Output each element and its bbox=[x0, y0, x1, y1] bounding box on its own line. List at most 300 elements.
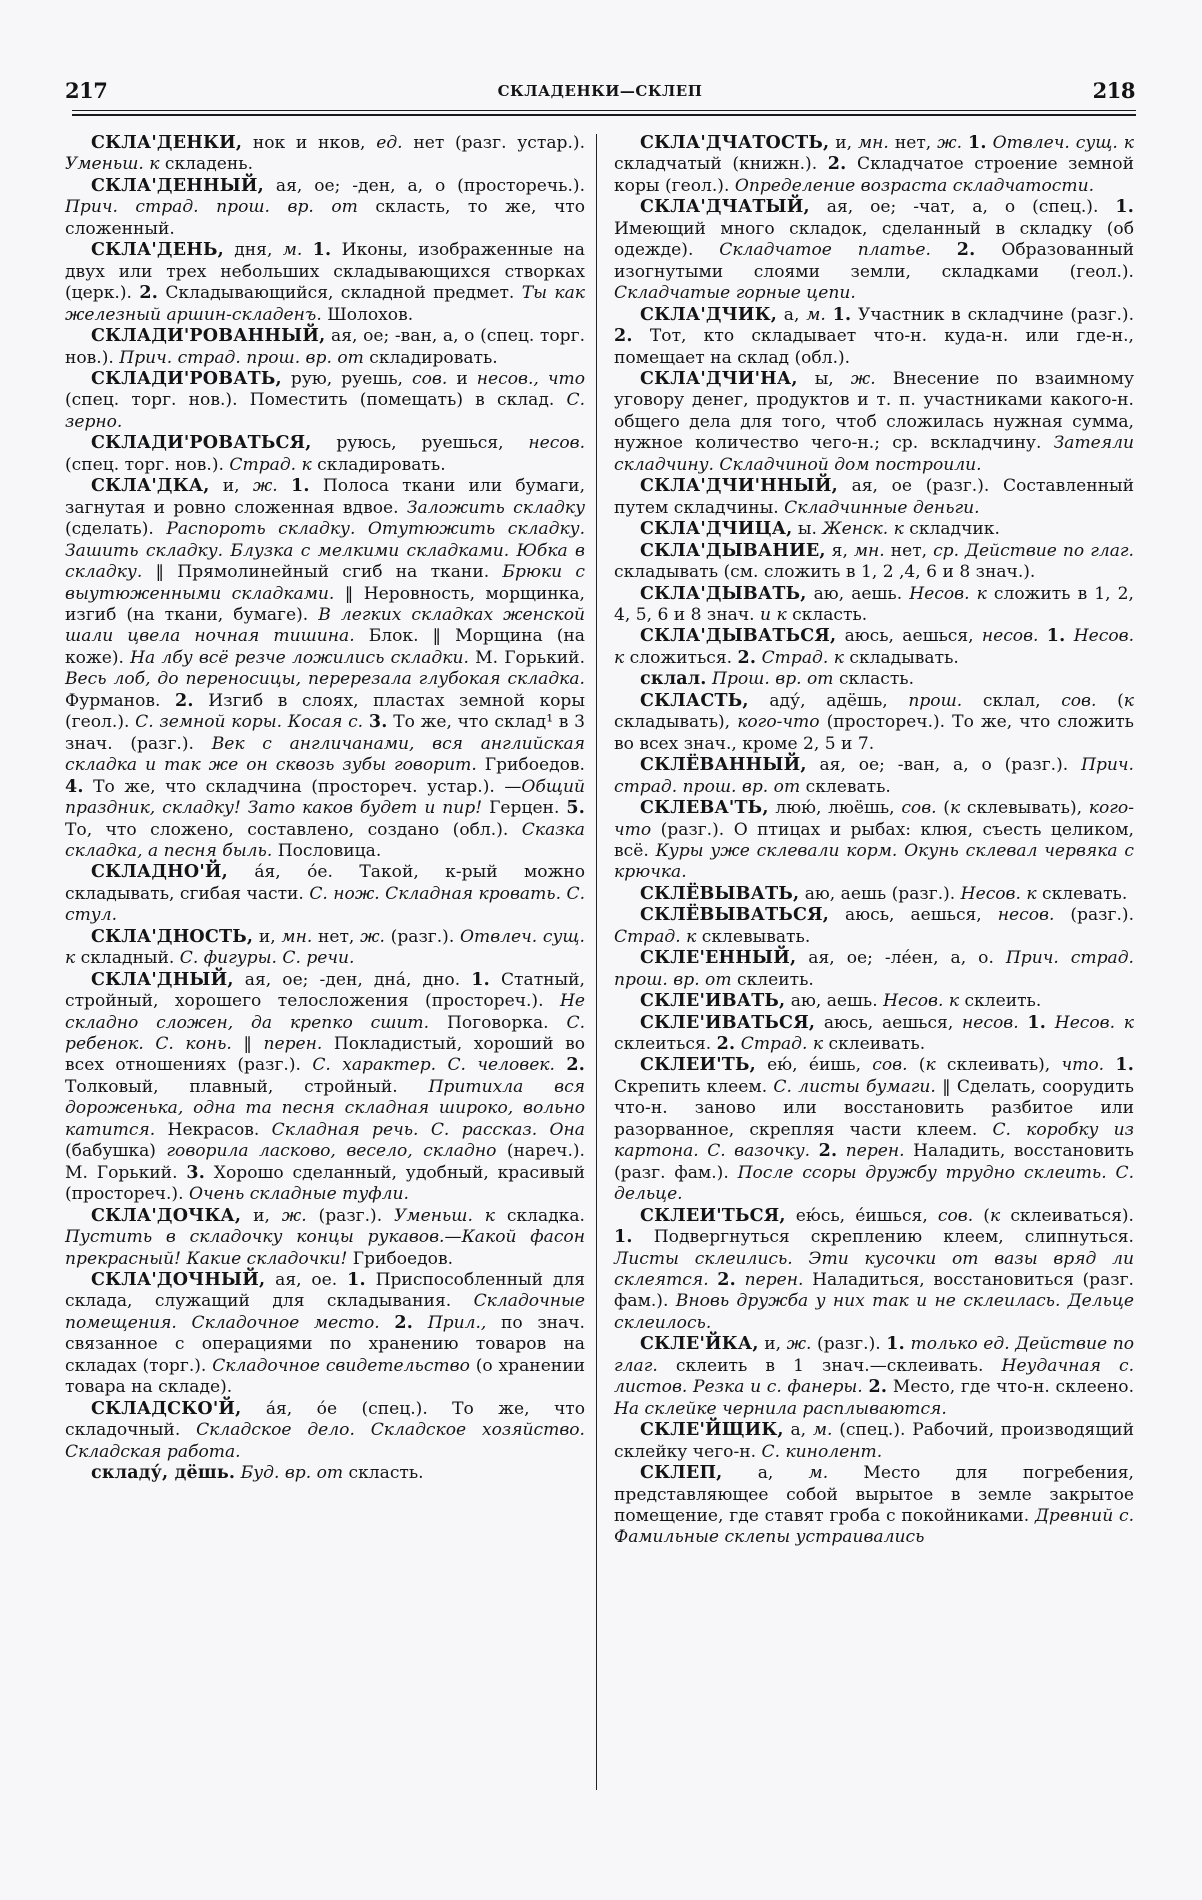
headword: СКЛАДСКО'Й, bbox=[91, 1398, 242, 1419]
italic-gloss: Древний с. Фамильные склепы устраивались bbox=[614, 1506, 1135, 1548]
headword: СКЛЁВАННЫЙ, bbox=[640, 755, 807, 776]
italic-gloss: м. bbox=[808, 1463, 829, 1484]
sense-number: 1. bbox=[312, 240, 332, 261]
italic-gloss: Притихла вся дороженька, одна та песня складная широко, вольно катится. bbox=[65, 1076, 585, 1140]
definition-text: складчик. bbox=[903, 519, 1000, 540]
definition-text: ею́сь, éишься, bbox=[785, 1205, 938, 1226]
italic-gloss: Ты как железный аршин-складенъ. bbox=[65, 283, 586, 325]
italic-gloss: сов. bbox=[901, 798, 937, 819]
definition-text: Герцен. bbox=[482, 798, 567, 819]
definition-text: склеить. bbox=[731, 969, 814, 990]
definition-text: аю, аешь. bbox=[785, 991, 884, 1012]
dictionary-entry bbox=[614, 669, 1134, 690]
definition-text: и, bbox=[253, 926, 282, 947]
definition-text: складировать. bbox=[311, 454, 446, 475]
dictionary-entry bbox=[614, 755, 1134, 798]
dictionary-entry bbox=[614, 1334, 1134, 1420]
definition-text: складывать. bbox=[843, 647, 959, 668]
definition-text: Складчатое строение земной коры (геол.). bbox=[614, 154, 1134, 196]
definition-text: руюсь, руешься, bbox=[311, 433, 529, 454]
definition-text: аюсь, аешься, bbox=[815, 1012, 963, 1033]
italic-gloss: ж. bbox=[281, 1205, 307, 1226]
sense-number: 2. bbox=[139, 283, 158, 304]
definition-text: (простореч.). То же, что сложить во всех знач., кроме 2, 5 и 7. bbox=[614, 712, 1134, 754]
definition-text: а, bbox=[783, 1420, 813, 1441]
definition-text: Иконы, изображенные на двух или трех небольших складывающихся створках (церк.). bbox=[65, 240, 585, 304]
italic-gloss: С. ребенок. С. конь. bbox=[65, 1012, 585, 1055]
left-column bbox=[65, 133, 585, 1485]
italic-gloss: На склейке чернила расплываются. bbox=[614, 1398, 947, 1419]
sense-number: 1. bbox=[886, 1334, 905, 1355]
italic-gloss: Неудачная с. листов. Резка и с. фанеры. bbox=[614, 1355, 1134, 1398]
definition-text: склеивать), bbox=[935, 1055, 1062, 1076]
definition-text bbox=[826, 305, 833, 325]
sense-number: 2. bbox=[614, 326, 633, 347]
sense-number: 2. bbox=[956, 240, 976, 261]
italic-gloss: несов., что bbox=[476, 368, 585, 389]
definition-text: Складывающийся, складной предмет. bbox=[157, 283, 522, 304]
italic-gloss: Складчатое платье. bbox=[719, 240, 931, 261]
sense-number: 1. bbox=[1115, 1055, 1135, 1076]
dictionary-entry bbox=[65, 1206, 585, 1270]
italic-gloss: и к bbox=[760, 604, 787, 625]
italic-gloss: к bbox=[989, 1205, 1001, 1226]
italic-gloss: Прич. страд. прош. вр. от bbox=[614, 948, 1134, 990]
headword: СКЛА'ДНОСТЬ, bbox=[91, 926, 254, 947]
definition-text: (бабушка) bbox=[65, 1141, 167, 1162]
dictionary-entry bbox=[614, 369, 1134, 476]
italic-gloss: Очень складные туфли. bbox=[188, 1184, 409, 1205]
definition-text: и, bbox=[209, 476, 253, 497]
headword: склал. bbox=[640, 669, 707, 690]
italic-gloss: м. bbox=[812, 1420, 833, 1441]
headword: СКЛА'ДЫВАТЬ, bbox=[640, 583, 807, 604]
definition-text: аю, аешь (разг.). bbox=[799, 883, 961, 904]
definition-text: (спец.). Рабочий, производящий склейку чего-н. bbox=[614, 1420, 1134, 1462]
definition-text: ы, bbox=[797, 368, 851, 389]
italic-gloss: Несов. к bbox=[883, 991, 960, 1012]
definition-text: Статный, стройный, хорошего телосложения (простореч.). bbox=[65, 969, 585, 1012]
italic-gloss: С. коробку из картона. С. вазочку. bbox=[614, 1119, 1134, 1162]
definition-text: Пословица. bbox=[272, 840, 382, 861]
dictionary-entry bbox=[614, 197, 1134, 304]
italic-gloss: На лбу всё резче ложились складки. bbox=[130, 647, 469, 668]
definition-text: а́я, о́е (спец.). То же, что складочный. bbox=[65, 1398, 585, 1441]
definition-text: ая, ое. bbox=[265, 1270, 348, 1291]
definition-text: аюсь, аешься, bbox=[836, 626, 982, 647]
sense-number: 2. bbox=[827, 154, 847, 175]
headword: СКЛА'ДЫВАНИЕ, bbox=[640, 540, 826, 561]
definition-text: ая, ое; -ван, а, о (спец. торг. нов.). bbox=[65, 326, 585, 368]
headword: СКЛАДИ'РОВАННЫЙ, bbox=[91, 326, 326, 347]
headword: СКЛА'ДКА, bbox=[91, 476, 210, 497]
definition-text: нок и нков, bbox=[242, 133, 377, 153]
definition-text: склеиваться). bbox=[1000, 1205, 1134, 1226]
italic-gloss: Сказка складка, а песня быль. bbox=[65, 819, 585, 861]
definition-text: и, bbox=[829, 133, 858, 153]
italic-gloss: Женск. к bbox=[822, 519, 904, 540]
sense-number: 2. bbox=[868, 1377, 888, 1398]
italic-gloss: Прош. вр. от bbox=[712, 669, 834, 690]
sense-number: 2. bbox=[716, 1034, 736, 1055]
definition-text: а, bbox=[777, 304, 807, 325]
italic-gloss: Отвлеч. сущ. к bbox=[65, 926, 585, 969]
page-number-right: 218 bbox=[1092, 78, 1135, 103]
definition-text: и, bbox=[758, 1334, 787, 1355]
definition-text: рую, руешь, bbox=[281, 368, 413, 389]
definition-text: ( bbox=[936, 798, 950, 819]
definition-text: склевать. bbox=[1036, 883, 1128, 904]
italic-gloss: С. фигуры. С. речи. bbox=[179, 948, 355, 969]
definition-text: складывать (см. сложить в 1, 2 ,4, 6 и 8 знач.). bbox=[614, 562, 1036, 583]
italic-gloss: прош. bbox=[908, 690, 963, 711]
italic-gloss: С. листы бумаги. bbox=[773, 1076, 936, 1097]
definition-text: ая, ое; -ван, а, о (разг.). bbox=[806, 755, 1082, 776]
italic-gloss: Прич. страд. прош. вр. от bbox=[65, 197, 358, 218]
definition-text: аду́, адёшь, bbox=[748, 690, 909, 711]
headword: складу́, дёшь. bbox=[91, 1463, 236, 1484]
definition-text: (о хранении товара на складе). bbox=[65, 1355, 585, 1398]
definition-text: Некрасов. bbox=[155, 1119, 272, 1140]
definition-text bbox=[1046, 1013, 1055, 1033]
running-title: СКЛАДЕНКИ—СКЛЕП bbox=[497, 82, 703, 100]
italic-gloss: Листы склеились. Эти кусочки от вазы вряд ли склеятся. bbox=[614, 1248, 1134, 1291]
italic-gloss: кого-что bbox=[614, 798, 1134, 840]
headword: СКЛА'ДОЧКА, bbox=[91, 1205, 242, 1226]
italic-gloss: Страд. к bbox=[761, 647, 844, 668]
definition-text: складка. bbox=[494, 1205, 585, 1226]
definition-text: скласть. bbox=[343, 1463, 424, 1484]
definition-text: (разг.). О птицах и рыбах: клюя, съесть целиком, всё. bbox=[614, 819, 1134, 861]
definition-text: склеиться. bbox=[614, 1034, 717, 1055]
italic-gloss: Век с англичанами, вся английская складка и так же он сквозь зубы говорит. bbox=[65, 733, 585, 776]
italic-gloss: перен. bbox=[845, 1141, 905, 1162]
italic-gloss: С. кинолент. bbox=[761, 1441, 883, 1462]
header-rule-thin bbox=[72, 110, 1136, 111]
definition-text: складный. bbox=[75, 948, 180, 969]
definition-text: (разг.). bbox=[306, 1205, 395, 1226]
column-divider bbox=[596, 134, 597, 1790]
sense-number: 1. bbox=[347, 1270, 366, 1291]
sense-number: 3. bbox=[186, 1162, 205, 1183]
dictionary-entry bbox=[614, 541, 1134, 584]
definition-text: сложиться. bbox=[624, 647, 738, 668]
headword: СКЛЕ'ИВАТЬСЯ, bbox=[640, 1012, 816, 1033]
page-header bbox=[65, 78, 1135, 104]
definition-text: (разг.). bbox=[811, 1334, 887, 1355]
italic-gloss: м. bbox=[806, 304, 826, 325]
headword: СКЛАДИ'РОВАТЬ, bbox=[91, 368, 282, 389]
dictionary-entry bbox=[614, 584, 1134, 627]
definition-text: Внесение по взаимному уговору денег, продуктов и т. п. участниками какого-н. общего дела для того, чтоб сложилась нужная сумма, нужное количество чего-н.; ср. вскладчину. bbox=[614, 368, 1134, 454]
italic-gloss: Складчинные деньги. bbox=[784, 497, 980, 518]
italic-gloss: Страд. к bbox=[614, 926, 697, 947]
dictionary-entry bbox=[614, 305, 1134, 369]
right-column bbox=[614, 133, 1134, 1549]
italic-gloss: После ссоры дружбу трудно склеить. С. дельце. bbox=[614, 1162, 1134, 1205]
italic-gloss: ср. Действие по глаг. bbox=[933, 540, 1134, 561]
dictionary-entry bbox=[65, 970, 585, 1206]
header-rule-thick bbox=[72, 114, 1136, 116]
definition-text: скласть. bbox=[786, 604, 868, 625]
definition-text: и, bbox=[241, 1205, 282, 1226]
italic-gloss: Складчатые горные цепи. bbox=[614, 283, 856, 304]
sense-number: 4. bbox=[65, 776, 84, 797]
sense-number: 1. bbox=[968, 133, 987, 153]
definition-text: склал, bbox=[962, 690, 1062, 711]
definition-text: нет, bbox=[884, 540, 934, 561]
sense-number: 2. bbox=[175, 690, 194, 711]
definition-text: Хорошо сделанный, удобный, красивый (простореч.). bbox=[65, 1162, 585, 1205]
italic-gloss: Уменьш. к bbox=[65, 154, 160, 175]
definition-text: Поговорка. bbox=[429, 1012, 567, 1033]
definition-text: складень. bbox=[159, 154, 253, 175]
italic-gloss: мн. bbox=[853, 540, 885, 561]
definition-text bbox=[278, 476, 291, 496]
dictionary-entry bbox=[614, 884, 1134, 905]
dictionary-entry bbox=[65, 1463, 585, 1484]
italic-gloss: С. земной коры. Косая с. bbox=[135, 712, 364, 733]
headword: СКЛА'ДЧИЦА, bbox=[640, 519, 793, 540]
italic-gloss: Пустить в складочку концы рукавов.—Какой фасон прекрасный! Какие складочки! bbox=[65, 1227, 585, 1269]
italic-gloss: только ед. Действие по глаг. bbox=[614, 1334, 1134, 1376]
definition-text: ‖ Сделать, соорудить что-н. заново или восстановить разбитое или разорванное, скрепляя части клеем. bbox=[614, 1076, 1134, 1140]
definition-text: Место, где что-н. склеено. bbox=[887, 1377, 1135, 1398]
definition-text bbox=[1065, 626, 1073, 646]
headword: СКЛЕИ'ТЬ, bbox=[640, 1055, 756, 1076]
headword: СКЛЁВЫВАТЬСЯ, bbox=[640, 905, 830, 926]
italic-gloss: Складочное свидетельство bbox=[212, 1355, 470, 1376]
italic-gloss: м. bbox=[282, 240, 303, 261]
dictionary-entry bbox=[65, 433, 585, 476]
dictionary-entry bbox=[65, 476, 585, 862]
definition-text: Имеющий много складок, сделанный в складку (об одежде). bbox=[614, 218, 1134, 261]
definition-text: ая, ое; -лéен, а, о. bbox=[796, 948, 1006, 969]
definition-text: люю́, люёшь, bbox=[768, 798, 902, 819]
italic-gloss: ж. bbox=[252, 476, 278, 497]
italic-gloss: несов. bbox=[997, 905, 1055, 926]
dictionary-entry bbox=[614, 626, 1134, 669]
headword: СКЛЕ'ЙКА, bbox=[640, 1334, 759, 1355]
definition-text bbox=[709, 1270, 718, 1290]
definition-text: Приспособленный для склада, служащий для складывания. bbox=[65, 1270, 586, 1312]
italic-gloss: Отвлеч. сущ. к bbox=[992, 133, 1134, 153]
definition-text: ( bbox=[1096, 690, 1124, 711]
definition-text: склеить в 1 знач.—склеивать. bbox=[657, 1355, 1002, 1376]
definition-text: (нареч.). М. Горький. bbox=[65, 1141, 585, 1183]
italic-gloss: Несов. к bbox=[909, 583, 987, 604]
definition-text bbox=[1038, 626, 1046, 646]
italic-gloss: ед. bbox=[376, 133, 403, 153]
dictionary-entry bbox=[65, 927, 585, 970]
sense-number: 5. bbox=[566, 798, 586, 819]
definition-text: склевывать. bbox=[696, 926, 811, 947]
definition-text bbox=[413, 1313, 428, 1333]
dictionary-entry bbox=[614, 1055, 1134, 1205]
italic-gloss: Несов. к bbox=[614, 626, 1135, 668]
sense-number: 1. bbox=[471, 969, 490, 990]
italic-gloss: —Общий праздник, складку! Зато каков будет и пир! bbox=[65, 776, 585, 819]
italic-gloss: С. нож. Складная кровать. С. стул. bbox=[65, 883, 586, 926]
italic-gloss: Прич. страд. прош. вр. от bbox=[119, 347, 364, 368]
definition-text: Блок. ‖ Морщина (на коже). bbox=[65, 626, 585, 668]
dictionary-entry bbox=[65, 133, 585, 176]
definition-text: ( bbox=[907, 1055, 926, 1076]
page-number-left: 217 bbox=[65, 78, 108, 103]
definition-text: (разг.). bbox=[1054, 905, 1134, 926]
headword: СКЛЕ'ЙЩИК, bbox=[640, 1420, 784, 1441]
sense-number: 1. bbox=[1115, 197, 1134, 218]
headword: СКЛАСТЬ, bbox=[640, 690, 749, 711]
italic-gloss: к bbox=[949, 798, 961, 819]
dictionary-entry bbox=[614, 691, 1134, 755]
sense-number: 2. bbox=[717, 1270, 736, 1291]
italic-gloss: Не складно сложен, да крепко сшит. bbox=[65, 991, 585, 1033]
dictionary-entry bbox=[614, 1463, 1134, 1549]
sense-number: 2. bbox=[394, 1312, 414, 1333]
headword: СКЛА'ДЧАТОСТЬ, bbox=[640, 133, 830, 153]
definition-text: ею́, éишь, bbox=[755, 1055, 873, 1076]
headword: СКЛАДНО'Й, bbox=[91, 862, 228, 883]
definition-text: (сделать). bbox=[65, 519, 167, 540]
definition-text: а, bbox=[722, 1463, 809, 1484]
definition-text: Толковый, плавный, стройный. bbox=[65, 1076, 429, 1097]
definition-text: Наладить, восстановить (разг. фам.). bbox=[614, 1141, 1134, 1183]
definition-text: склеивать. bbox=[823, 1034, 926, 1055]
definition-text: складчатый (книжн.). bbox=[614, 154, 828, 175]
italic-gloss: Прил., bbox=[427, 1312, 487, 1333]
definition-text: скласть, то же, что сложенный. bbox=[65, 197, 585, 239]
definition-text bbox=[736, 1270, 745, 1290]
italic-gloss: Определение возраста складчатости. bbox=[734, 175, 1095, 196]
definition-text: складировать. bbox=[363, 347, 498, 368]
definition-text: Полоса ткани или бумаги, загнутая и ровно сложенная вдвое. bbox=[65, 476, 586, 518]
dictionary-entry bbox=[65, 369, 585, 433]
definition-text: ‖ Прямолинейный сгиб на ткани. bbox=[142, 562, 503, 583]
definition-text: Скрепить клеем. bbox=[614, 1076, 774, 1097]
definition-text: ая, ое; -ден, дна́, дно. bbox=[233, 969, 472, 990]
definition-text: ы. bbox=[792, 519, 823, 540]
definition-text: скласть. bbox=[833, 669, 915, 690]
italic-gloss: Распороть складку. Отутюжить складку. Зашить складку. Блузка с мелкими складками. Юбка в складку. bbox=[65, 519, 585, 583]
italic-gloss: Брюки с выутюженными складками. bbox=[65, 562, 585, 604]
italic-gloss: несов. bbox=[981, 626, 1039, 647]
definition-text: То, что сложено, составлено, создано (обл.). bbox=[65, 819, 522, 840]
definition-text: Тот, кто складывает что-н. куда-н. или где-н., помещает на склад (обл.). bbox=[614, 326, 1134, 368]
definition-text: Фурманов. bbox=[65, 690, 176, 711]
sense-number: 3. bbox=[368, 712, 388, 733]
italic-gloss: Складское дело. Складское хозяйство. Складская работа. bbox=[65, 1420, 585, 1462]
italic-gloss: Затеяли складчину. Складчиной дом построили. bbox=[614, 433, 1134, 475]
headword: СКЛЕВА'ТЬ, bbox=[640, 798, 769, 819]
definition-text: Покладистый, хороший во всех отношениях (разг.). bbox=[65, 1034, 585, 1076]
headword: СКЛА'ДЕНКИ, bbox=[91, 133, 243, 153]
sense-number: 2. bbox=[737, 647, 757, 668]
headword: СКЛАДИ'РОВАТЬСЯ, bbox=[91, 433, 312, 454]
headword: СКЛЕИ'ТЬСЯ, bbox=[640, 1205, 786, 1226]
definition-text: склевывать), bbox=[960, 798, 1089, 819]
headword: СКЛА'ДЧАТЫЙ, bbox=[640, 197, 810, 218]
italic-gloss: к bbox=[925, 1055, 936, 1076]
italic-gloss: Вновь дружба у них так и не склеилась. Дельце склеилось. bbox=[614, 1291, 1134, 1333]
headword: СКЛЕ'ИВАТЬ, bbox=[640, 991, 786, 1012]
italic-gloss: ж. bbox=[786, 1334, 812, 1355]
italic-gloss: Прич. страд. прош. вр. от bbox=[614, 755, 1134, 797]
definition-text: нет, bbox=[312, 926, 361, 947]
italic-gloss: сов. bbox=[412, 368, 448, 389]
dictionary-entry bbox=[614, 476, 1134, 519]
definition-text: по знач. связанное с операциями по хранению товаров на складах (торг.). bbox=[65, 1312, 585, 1376]
italic-gloss: сов. bbox=[1061, 690, 1097, 711]
definition-text: Шолохов. bbox=[321, 304, 414, 325]
definition-text: ( bbox=[973, 1205, 990, 1226]
definition-text: (спец. торг. нов.). bbox=[65, 454, 230, 475]
definition-text: То же, что складчина (простореч. устар.). bbox=[83, 776, 505, 797]
definition-text: аюсь, аешься, bbox=[829, 905, 998, 926]
definition-text bbox=[302, 240, 312, 260]
definition-text: склеить. bbox=[959, 991, 1042, 1012]
definition-text: склевать. bbox=[800, 776, 891, 797]
italic-gloss: Складочные помещения. Складочное место. bbox=[65, 1291, 585, 1333]
definition-text: Наладиться, восстановиться (разг. фам.). bbox=[614, 1270, 1134, 1312]
definition-text bbox=[1104, 1055, 1115, 1075]
definition-text: М. Горький. bbox=[468, 647, 586, 668]
dictionary-entry bbox=[65, 240, 585, 326]
definition-text: я, bbox=[825, 540, 854, 561]
definition-text: ‖ Неровность, морщинка, изгиб (на ткани, бумаге). bbox=[65, 583, 585, 625]
italic-gloss: С. зерно. bbox=[65, 390, 585, 432]
definition-text bbox=[837, 1141, 845, 1161]
sense-number: 2. bbox=[566, 1055, 585, 1076]
italic-gloss: Заложить складку bbox=[406, 497, 585, 518]
headword: СКЛА'ДЫВАТЬСЯ, bbox=[640, 626, 837, 647]
italic-gloss: Страд. к bbox=[229, 454, 312, 475]
definition-text: ая, ое; -чат, а, о (спец.). bbox=[809, 197, 1116, 218]
dictionary-entry bbox=[65, 1270, 585, 1399]
italic-gloss: ж. bbox=[360, 926, 385, 947]
headword: СКЛА'ДЕНЬ, bbox=[91, 240, 224, 261]
italic-gloss: Несов. к bbox=[960, 883, 1037, 904]
sense-number: 1. bbox=[1027, 1012, 1047, 1033]
definition-text bbox=[555, 1055, 566, 1075]
dictionary-entry bbox=[65, 326, 585, 369]
definition-text bbox=[931, 240, 957, 260]
sense-number: 1. bbox=[832, 304, 852, 325]
dictionary-entry bbox=[65, 176, 585, 240]
headword: СКЛА'ДЕННЫЙ, bbox=[91, 175, 264, 196]
definition-text: сложить в 1, 2, 4, 5, 6 и 8 знач. bbox=[614, 583, 1134, 625]
italic-gloss: Несов. к bbox=[1054, 1012, 1134, 1033]
dictionary-entry bbox=[614, 1013, 1134, 1056]
definition-text: (спец. торг. нов.). Поместить (помещать) в склад. bbox=[65, 390, 567, 411]
italic-gloss: ж. bbox=[937, 133, 963, 153]
dictionary-entry bbox=[614, 798, 1134, 884]
definition-text: и bbox=[447, 368, 477, 389]
italic-gloss: перен. bbox=[744, 1270, 804, 1291]
italic-gloss: сов. bbox=[872, 1055, 908, 1076]
dictionary-entry bbox=[65, 862, 585, 926]
italic-gloss: кого-что bbox=[737, 712, 820, 733]
definition-text: Грибоедов. bbox=[476, 755, 585, 776]
definition-text: аю, аешь. bbox=[806, 583, 910, 604]
italic-gloss: Складная речь. С. рассказ. Она bbox=[271, 1119, 585, 1140]
headword: СКЛА'ДОЧНЫЙ, bbox=[91, 1270, 266, 1291]
definition-text: дня, bbox=[223, 240, 283, 261]
italic-gloss: несов. bbox=[962, 1012, 1019, 1033]
dictionary-entry bbox=[614, 948, 1134, 991]
dictionary-entry bbox=[65, 1399, 585, 1463]
definition-text: Грибоедов. bbox=[347, 1248, 454, 1269]
